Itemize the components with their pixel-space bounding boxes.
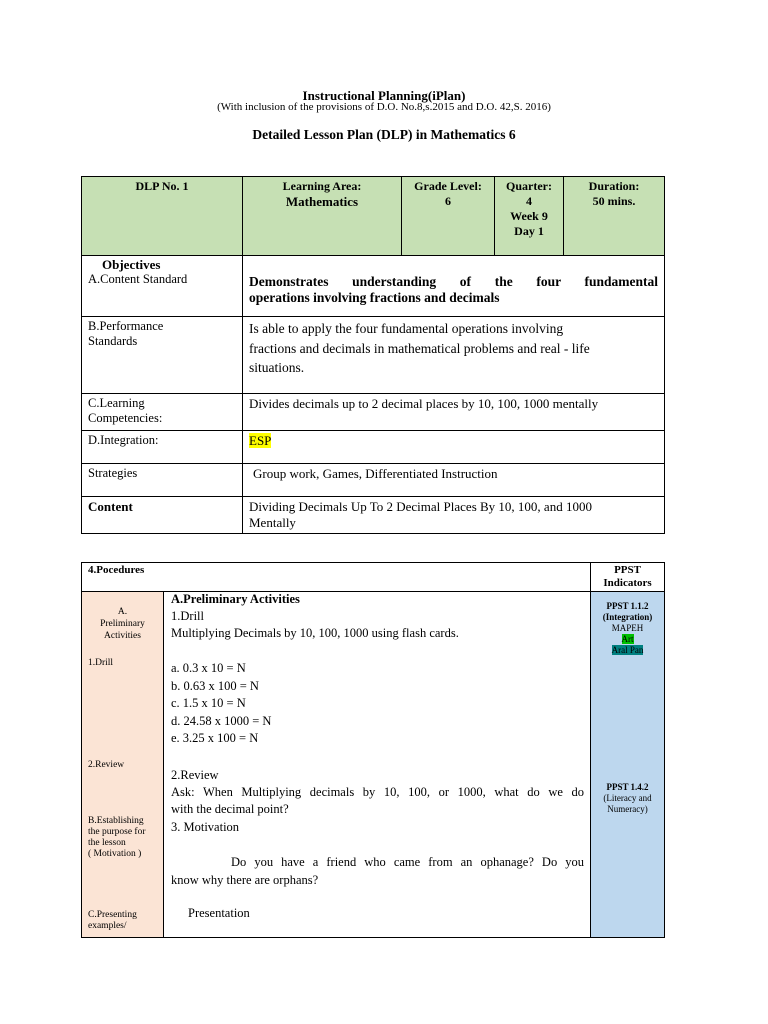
dlp-number-cell — [82, 177, 243, 256]
ppst-2-note-1: (Literacy and — [603, 793, 652, 803]
competencies-value: Divides decimals up to 2 decimal places by 10, 100, 1000 mentally — [249, 396, 599, 411]
ppst-2-note-2: Numeracy) — [607, 804, 648, 814]
document-title: Instructional Planning(iPlan) — [302, 88, 466, 103]
side-c2: examples/ — [88, 921, 127, 931]
ppst-header-2: Indicators — [603, 577, 652, 589]
grade-level-label: Grade Level: — [414, 179, 482, 193]
side-b3: the lesson — [88, 838, 126, 848]
motivation-question-line2: know why there are orphans? — [171, 873, 319, 887]
procedures-table — [81, 562, 665, 938]
ppst-1-mapeh: MAPEH — [611, 623, 644, 633]
drill-item-b: b. 0.63 x 100 = N — [171, 679, 259, 693]
integration-label: D.Integration: — [88, 433, 159, 447]
lesson-info-table — [81, 176, 665, 534]
ppst-2-code: PPST 1.4.2 — [606, 782, 649, 792]
motivation-question-line1: Do you have a friend who came from an ophanage? Do you — [231, 855, 585, 869]
prelim-heading: A.Preliminary Activities — [171, 592, 300, 606]
performance-line3: situations. — [249, 360, 305, 375]
procedure-content-column — [164, 592, 591, 938]
grade-level-cell — [402, 177, 495, 256]
ppst-1-code: PPST 1.1.2 — [606, 601, 649, 611]
procedure-steps-column — [82, 592, 164, 938]
procedures-body-row — [82, 592, 665, 938]
review-question-line1: Ask: When Multiplying decimals by 10, 100, or 1000, what do we do — [171, 785, 585, 799]
presentation-heading: Presentation — [188, 906, 250, 920]
quarter-value: 4 — [526, 194, 532, 208]
side-a1: A. — [117, 607, 128, 617]
duration-label: Duration: — [588, 179, 640, 193]
performance-line1: Is able to apply the four fundamental operations involving — [249, 321, 564, 336]
motivation-heading: 3. Motivation — [171, 820, 240, 834]
competencies-row — [82, 394, 665, 431]
content-row — [82, 497, 665, 534]
side-a3: Activities — [104, 631, 141, 641]
performance-standards-row — [82, 317, 665, 394]
side-a2: Preliminary — [100, 619, 145, 629]
ppst-1-note: (Integration) — [602, 612, 653, 622]
competencies-label-1: C.Learning — [88, 396, 145, 410]
drill-item-d: d. 24.58 x 1000 = N — [171, 714, 272, 728]
content-standard-line1: Demonstrates understanding of the four fundamental — [249, 274, 658, 289]
content-standard-line2: operations involving fractions and decimals — [249, 290, 500, 305]
dlp-number: DLP No. 1 — [135, 179, 189, 193]
integration-row — [82, 431, 665, 464]
day-value: Day 1 — [514, 224, 544, 238]
integration-value: ESP — [249, 433, 272, 448]
objectives-heading: Objectives — [102, 257, 161, 272]
side-c1: C.Presenting — [88, 910, 137, 920]
lesson-plan-title: Detailed Lesson Plan (DLP) in Mathematics 6 — [252, 127, 516, 142]
learning-area-label: Learning Area: — [282, 179, 362, 193]
review-question-line2: with the decimal point? — [171, 802, 289, 816]
lesson-header-row — [82, 177, 665, 256]
ppst-1-aral-pan: Aral Pan — [611, 645, 644, 655]
strategies-value: Group work, Games, Differentiated Instruction — [253, 466, 498, 481]
document-subtitle: (With inclusion of the provisions of D.O. No.8,s.2015 and D.O. 42,S. 2016) — [217, 101, 551, 113]
content-line1: Dividing Decimals Up To 2 Decimal Places By 10, 100, and 1000 — [249, 499, 592, 514]
side-b2: the purpose for — [88, 827, 146, 837]
duration-value: 50 mins. — [592, 194, 636, 208]
side-b1: B.Establishing — [88, 816, 144, 826]
side-drill: 1.Drill — [88, 658, 114, 668]
learning-area-cell — [243, 177, 402, 256]
ppst-indicators-column — [591, 592, 665, 938]
strategies-row — [82, 464, 665, 497]
drill-item-a: a. 0.3 x 10 = N — [171, 661, 246, 675]
procedures-header: 4.Pocedures — [88, 564, 145, 576]
ppst-1-art: Art — [621, 634, 634, 644]
procedures-header-row — [82, 563, 665, 592]
learning-area-value: Mathematics — [285, 194, 359, 209]
performance-line2: fractions and decimals in mathematical problems and real - life — [249, 340, 590, 356]
performance-label-2: Standards — [88, 334, 138, 348]
review-heading: 2.Review — [171, 768, 219, 782]
quarter-label: Quarter: — [506, 179, 552, 193]
content-standard-row — [82, 256, 665, 317]
content-line2: Mentally — [249, 515, 296, 530]
drill-item-c: c. 1.5 x 10 = N — [171, 696, 246, 710]
competencies-label-2: Competencies: — [88, 411, 163, 425]
drill-heading: 1.Drill — [171, 609, 204, 623]
performance-label-1: B.Performance — [88, 319, 164, 333]
grade-level-value: 6 — [445, 194, 451, 208]
duration-cell — [564, 177, 665, 256]
quarter-cell — [495, 177, 564, 256]
week-value: Week 9 — [510, 209, 548, 223]
content-label: Content — [88, 499, 133, 514]
content-standard-label: A.Content Standard — [88, 272, 188, 286]
drill-item-e: e. 3.25 x 100 = N — [171, 731, 259, 745]
strategies-label: Strategies — [88, 466, 138, 480]
ppst-header-1: PPST — [614, 564, 641, 576]
side-b4: ( Motivation ) — [88, 849, 142, 859]
side-review: 2.Review — [88, 760, 125, 770]
drill-description: Multiplying Decimals by 10, 100, 1000 using flash cards. — [171, 626, 459, 640]
